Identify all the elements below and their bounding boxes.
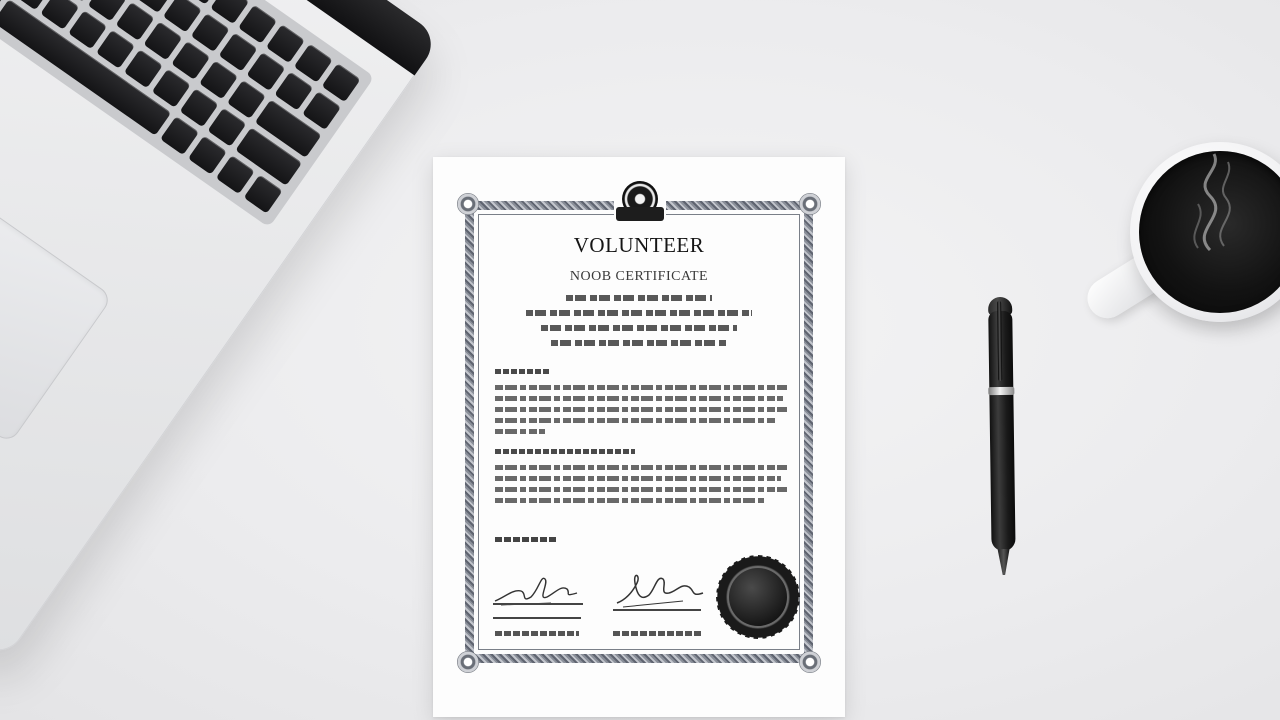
seal-center — [727, 566, 789, 628]
signature-caption — [495, 631, 579, 636]
paragraph-heading — [495, 369, 551, 374]
certificate-subtitle: NOOB CERTIFICATE — [569, 269, 709, 284]
top-emblem-icon — [614, 179, 666, 225]
text-line — [526, 310, 752, 316]
certificate — [433, 157, 845, 717]
steam-icon — [1170, 150, 1250, 260]
pen — [986, 297, 1018, 579]
signature-caption — [613, 631, 703, 636]
laptop — [0, 0, 441, 660]
border-ornament — [457, 651, 479, 673]
text-line — [495, 418, 775, 423]
signature-left — [491, 567, 591, 613]
text-line — [495, 396, 783, 401]
signature-section-label — [495, 537, 557, 542]
text-line — [495, 465, 787, 470]
keyboard-key — [322, 63, 361, 102]
signature-line — [493, 603, 583, 605]
text-line — [495, 385, 787, 390]
laptop-keyboard — [0, 0, 375, 228]
text-line — [541, 325, 737, 331]
text-line — [495, 487, 787, 492]
signature-line — [613, 609, 701, 611]
border-ornament — [457, 193, 479, 215]
pen-body — [988, 311, 1015, 551]
paragraph-heading — [495, 449, 635, 454]
pen-tip — [998, 549, 1010, 575]
certificate-paragraph — [495, 449, 787, 509]
border-ornament — [799, 193, 821, 215]
pen-band — [988, 387, 1014, 395]
text-line — [566, 295, 712, 301]
text-line — [495, 429, 545, 434]
text-line — [495, 476, 781, 481]
signature-line — [493, 617, 581, 619]
text-line — [495, 407, 787, 412]
certificate-paragraph — [495, 369, 787, 440]
certificate-intro — [433, 295, 845, 355]
keyboard-key — [244, 175, 283, 214]
laptop-trackpad — [0, 136, 113, 444]
border-ornament — [799, 651, 821, 673]
text-line — [495, 498, 767, 503]
keyboard-key — [302, 91, 341, 130]
text-line — [551, 340, 727, 346]
emblem-ribbon — [616, 207, 664, 221]
signature-right — [611, 565, 711, 611]
certificate-title: VOLUNTEER — [573, 233, 705, 257]
